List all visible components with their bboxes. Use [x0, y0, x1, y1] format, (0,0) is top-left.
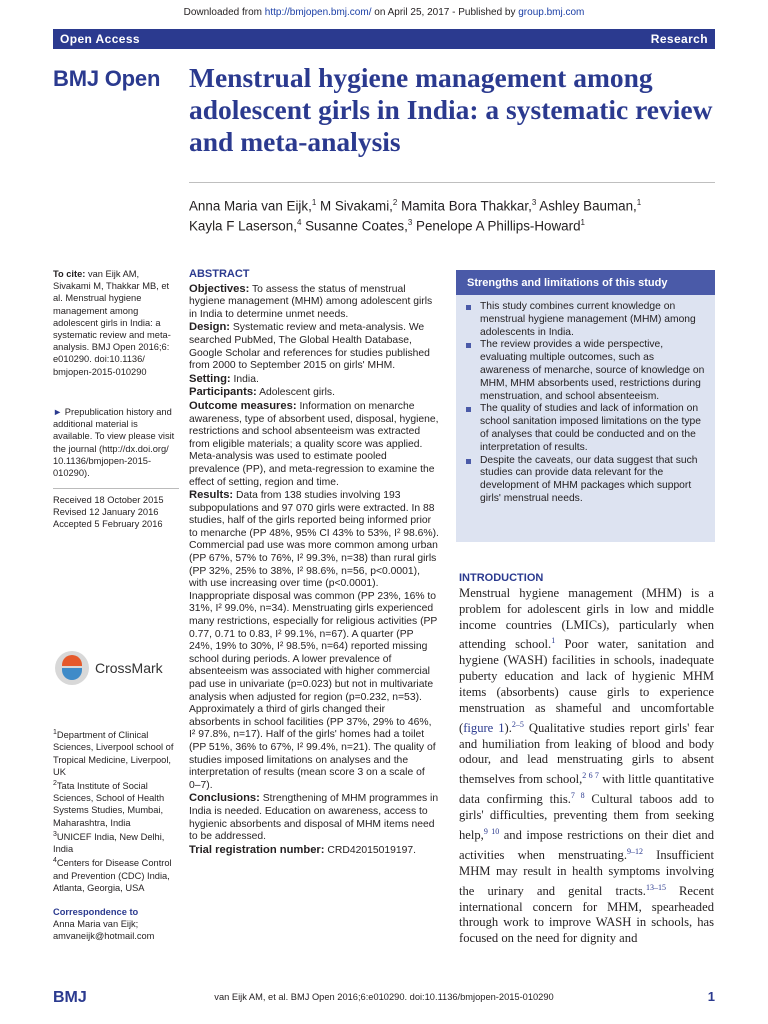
introduction-heading: INTRODUCTION [459, 572, 544, 584]
introduction-text: Menstrual hygiene management (MHM) is a problem for adolescent girls in low and middle income countries (LMICs), particularly when attending school.$^1$ Poor water, sanitation and hygiene (WASH) facilities in schools, inadequate puberty education and lack of hygienic MHM items (absorbents) cause girls to experience menstruation as shameful and uncomfortable (figure 1).$^{2-5}$ Qualitative studies report girls' fear and humiliation from leaking of blood and body odour, and lead menstruating girls to absent themselves from school,$^{2 6 7}$ with little quantitative data confirming this.$^{7 8}$ Cultural taboos add to girls' difficulties, preventing them from seeking help,$^{9 10}$ and impose restrictions on their diet and activities when menstruating.$^{9-12}$ Insufficient MHM may result in health symptoms involving the urinary and genital tracts.$^{13-15}$ Recent international concern for MHM, spearheaded through work to improve WASH in schools, has focused on the need for dignity and [459, 586, 714, 946]
ref-link[interactable]: 2 6 7 [582, 771, 599, 781]
author-name: Susanne Coates, [301, 218, 408, 234]
affiliation: $^1$Department of Clinical Sciences, Liverpool school of Tropical Medicine, Liverpool, UK [53, 729, 174, 777]
received-date: Received 18 October 2015 [53, 495, 164, 505]
bmjopen-link[interactable]: http://bmjopen.bmj.com/ [264, 7, 372, 18]
download-middle: on April 25, 2017 - Published by [371, 7, 519, 18]
abstract-objectives: Objectives: To assess the status of menstrual hygiene management (MHM) among adolescent girls in India to determine unmet needs. [189, 282, 433, 320]
strength-item: The quality of studies and lack of information on school sanitation imposed limitations on the type of analyses that could be conducted and on the interpretation of results. [480, 403, 705, 454]
ref-link[interactable]: 2–5 [511, 719, 524, 729]
affiliation: $^4$Centers for Disease Control and Prevention (CDC) India, Atlanta, Georgia, USA [53, 857, 172, 893]
strength-item: This study combines current knowledge on menstrual hygiene management (MHM) among adolescents in India. [480, 301, 705, 339]
affiliations [53, 727, 178, 894]
affiliation-ref: 3 [407, 218, 413, 228]
header-bar [53, 29, 715, 49]
abstract-participants: Participants: Adolescent girls. [189, 386, 335, 399]
abstract-conclusions: Conclusions: Strengthening of MHM programmes in India is needed. Education on awareness, access to hygienic absorbents and disposal of MHM items need to be addressed. [189, 792, 439, 843]
abstract-results: Results: Data from 138 studies involving 193 subpopulations and 97 070 girls were extracted. In 88 studies, half of the girls reported being informed prior to menarche (PP 48%, 95% CI 43% to 53%, I² 98.6%). Commercial pad use was more common among urban (PP 67%, 57% to 76%, I² 99.3%, n=38) than rural girls (PP 32%, 25% to 38%, I² 98.6%, n=56, p<0.0001), with use increasing over time (p<0.0001). Inappropriate disposal was common (PP 23%, 16% to 31%, I² 99.0%, n=34). Menstruating girls experienced many restrictions, especially for religious activities (PP 0.77, 0.71 to 0.83, I² 99.1%, n=67). A quarter (PP 24%, 19% to 30%, I² 98.5%, n=64) reported missing school during periods. A lower prevalence of absenteeism was associated with higher commercial pad use in univariate (p=0.023) but not in multivariate analysis when adjusted for region (p=0.232, n=53). Approximately a third of girls changed their absorbents in school facilities (PP 37%, 29% to 46%, I² 97.8%, n=17). Half of the girls' homes had a toilet (PP 51%, 36% to 67%, I² 99.4%, n=21). The quality of studies imposed limitations on analyses and the interpretation of results (mean score 3 on a scale of 0–7). [189, 489, 439, 791]
affiliation-ref: 1 [636, 198, 642, 207]
ref-link[interactable]: 1 [551, 636, 556, 646]
download-prefix: Downloaded from [183, 7, 265, 18]
strengths-box [456, 270, 715, 542]
affiliation: $^2$Tata Institute of Social Sciences, School of Health Systems Studies, Mumbai, Maharashtra, India [53, 779, 165, 828]
correspondence-email[interactable]: amvaneijk@hotmail.com [53, 931, 155, 942]
abstract-trial: Trial registration number: CRD42015019197. [189, 843, 416, 856]
prepub-note [53, 406, 178, 479]
prepub-text: Prepublication history and additional material is available. To view please visit the journal (http://dx.doi.org/ 10.1136/bmjopen-2015-010290). [53, 407, 175, 479]
author-line-1 [189, 194, 729, 214]
history-dates [53, 494, 178, 531]
author-name: Penelope A Phillips-Howard [412, 218, 581, 234]
download-line [0, 7, 768, 18]
affiliation-ref: 3 [531, 198, 537, 207]
publisher-link[interactable]: group.bmj.com [518, 7, 585, 18]
ref-link[interactable]: 9 10 [483, 826, 500, 836]
affiliation: $^3$UNICEF India, New Delhi, India [53, 830, 165, 855]
strength-item: Despite the caveats, our data suggest that such studies can provide data relevant for the development of MHM packages which support girls' menstrual needs. [480, 455, 705, 506]
affiliation-ref: 1 [580, 218, 585, 228]
strengths-list [456, 301, 715, 506]
author-name: Ashley Bauman, [536, 198, 637, 214]
article-title: Menstrual hygiene management among adolescent girls in India: a systematic review and meta-analysis [189, 62, 713, 157]
figure-link[interactable]: figure 1 [463, 720, 505, 735]
journal-brand: BMJ Open [53, 66, 161, 91]
bmj-logo: BMJ [53, 989, 87, 1006]
affiliation-ref: 2 [392, 198, 398, 207]
crossmark-label: CrossMark [95, 660, 163, 676]
abstract-outcome: Outcome measures: Information on menarche awareness, type of absorbent used, disposal, hygiene, restrictions and school absenteeism was extracted from eligible materials; a quality score was applied. Meta-analysis was used to estimate pooled prevalence (PP), and meta-regression to examine the effect of setting, region and time. [189, 399, 439, 488]
strengths-heading: Strengths and limitations of this study [456, 270, 715, 295]
ref-link[interactable]: 9–12 [626, 846, 643, 856]
abstract [189, 268, 439, 857]
arrow-icon: ► [53, 407, 63, 417]
sidebar-divider [53, 488, 179, 489]
open-access-label: Open Access [60, 32, 140, 46]
ref-link[interactable]: 7 8 [570, 791, 585, 801]
correspondence [53, 906, 178, 943]
affiliation-ref: 1 [311, 198, 317, 207]
abstract-setting: Setting: India. [189, 372, 259, 385]
cite-text: van Eijk AM, Sivakami M, Thakkar MB, et al. Menstrual hygiene management among adolescent girls in India: a systematic review and meta-analysis. BMJ Open 2016;6: e010290. doi:10.1136/ bmjopen-2015-010290 [53, 269, 171, 377]
ref-link[interactable]: 13–15 [645, 882, 666, 892]
author-name: M Sivakami, [316, 198, 393, 214]
author-name: Anna Maria van Eijk, [189, 198, 312, 214]
correspondence-name: Anna Maria van Eijk; [53, 919, 139, 930]
abstract-heading: ABSTRACT [189, 268, 250, 280]
citation-block [53, 268, 178, 378]
strength-item: The review provides a wide perspective, evaluating multiple outcomes, such as awareness of menarche, source of knowledge on MHM, MHM absorbents used, restrictions during menstruation, and school absenteeism. [480, 339, 705, 402]
cite-label: To cite: [53, 269, 86, 279]
author-name: Mamita Bora Thakkar, [397, 198, 532, 214]
title-divider [189, 182, 715, 183]
footer-citation: van Eijk AM, et al. BMJ Open 2016;6:e010290. doi:10.1136/bmjopen-2015-010290 [214, 992, 554, 1002]
crossmark-icon [55, 651, 89, 685]
accepted-date: Accepted 5 February 2016 [53, 519, 163, 530]
correspondence-label: Correspondence to [53, 907, 139, 917]
author-name: Kayla F Laserson, [189, 218, 297, 234]
crossmark-badge[interactable] [55, 651, 163, 685]
author-line-2 [189, 214, 729, 234]
page-number: 1 [707, 989, 715, 1004]
affiliation-ref: 4 [296, 218, 302, 228]
author-list [189, 194, 729, 235]
revised-date: Revised 12 January 2016 [53, 507, 159, 518]
abstract-design: Design: Systematic review and meta-analysis. We searched PubMed, The Global Health Database, Google Scholar and references for studies published from 2000 to September 2015 on girls' MHM. [189, 321, 430, 372]
research-label: Research [650, 32, 708, 46]
